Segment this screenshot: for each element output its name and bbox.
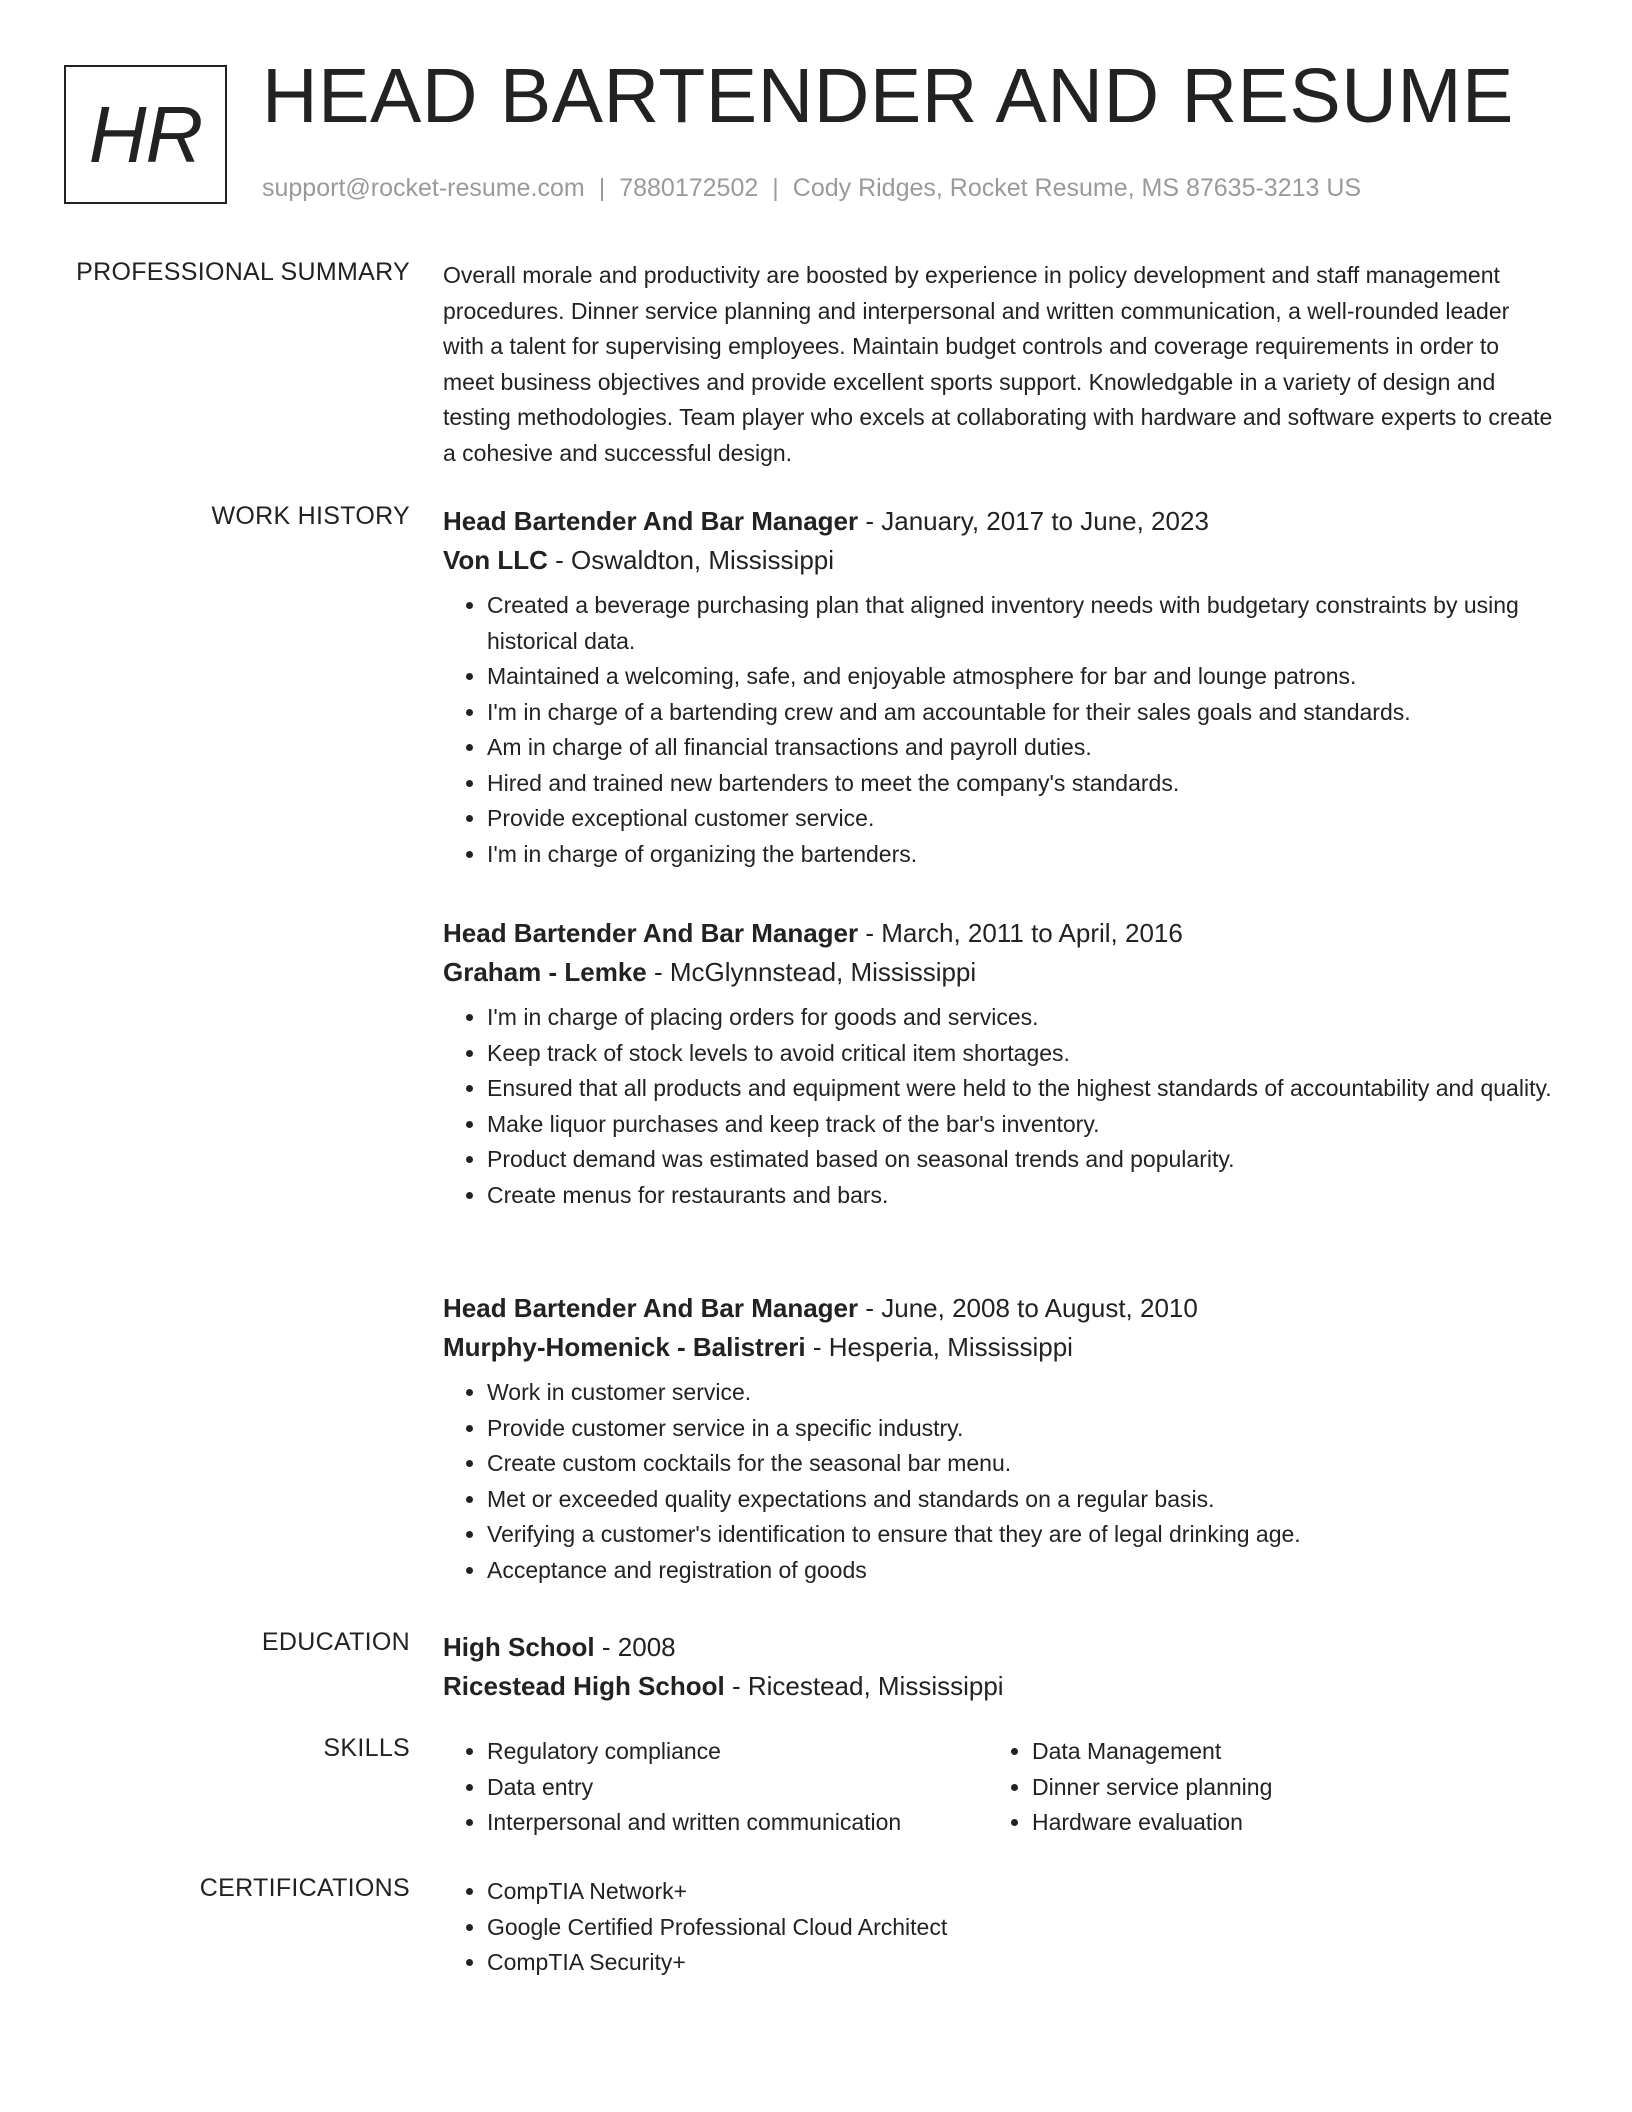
job-location: - Hesperia, Mississippi	[805, 1332, 1073, 1362]
job-company-line	[443, 541, 1553, 580]
job-company-line	[443, 953, 1553, 992]
job-bullets	[443, 1000, 1553, 1213]
job-dates: - January, 2017 to June, 2023	[858, 506, 1209, 536]
education-year: - 2008	[594, 1632, 676, 1662]
job-bullet: • Make liquor purchases and keep track of the bar's inventory.	[487, 1107, 1553, 1143]
job-bullet: • Keep track of stock levels to avoid critical item shortages.	[487, 1036, 1553, 1072]
work-history-body	[443, 1289, 1553, 1588]
work-history-body	[443, 914, 1553, 1213]
contact-line	[262, 174, 1361, 203]
job-title: Head Bartender And Bar Manager	[443, 506, 859, 536]
education-school-line	[443, 1667, 1553, 1706]
job-title-line	[443, 914, 1553, 953]
summary-body	[443, 258, 1553, 471]
job-entry	[443, 502, 1553, 872]
certifications-body	[443, 1874, 1553, 1981]
skill-item: • Hardware evaluation	[1032, 1805, 1533, 1841]
skills-list	[988, 1734, 1533, 1841]
summary-text: Overall morale and productivity are boosted by experience in policy development and staff management procedures. Dinner service planning and interpersonal and written communication, a well-rounded leader with a talent for supervising employees. Maintain budget controls and coverage requirements in order to meet business objectives and provide excellent sports support. Knowledgable in a variety of design and testing methodologies. Team player who excels at collaborating with hardware and software experts to create a cohesive and successful design.	[443, 262, 1553, 466]
job-bullet: • Verifying a customer's identification to ensure that they are of legal drinking age.	[487, 1517, 1553, 1553]
skill-item: • Dinner service planning	[1032, 1770, 1533, 1806]
skill-item: • Data entry	[487, 1770, 988, 1806]
job-bullet: • Met or exceeded quality expectations and standards on a regular basis.	[487, 1482, 1553, 1518]
job-bullet: • Provide customer service in a specific industry.	[487, 1411, 1553, 1447]
job-location: - Oswaldton, Mississippi	[547, 545, 835, 575]
job-bullets	[443, 1375, 1553, 1588]
job-bullet: • Create custom cocktails for the seasonal bar menu.	[487, 1446, 1553, 1482]
job-title-line	[443, 502, 1553, 541]
job-bullet: • Hired and trained new bartenders to meet the company's standards.	[487, 766, 1553, 802]
job-dates: - March, 2011 to April, 2016	[858, 918, 1183, 948]
job-bullet: • Product demand was estimated based on seasonal trends and popularity.	[487, 1142, 1553, 1178]
skill-item: • Data Management	[1032, 1734, 1533, 1770]
skills-list	[443, 1734, 988, 1841]
education-degree: High School	[443, 1632, 595, 1662]
job-bullet: • Work in customer service.	[487, 1375, 1553, 1411]
contact-separator: |	[772, 174, 779, 202]
job-entry	[443, 914, 1553, 1213]
job-bullet: • I'm in charge of organizing the bartenders.	[487, 837, 1553, 873]
job-bullet: • I'm in charge of a bartending crew and am accountable for their sales goals and standards.	[487, 695, 1553, 731]
job-bullet: • Maintained a welcoming, safe, and enjoyable atmosphere for bar and lounge patrons.	[487, 659, 1553, 695]
job-company-line	[443, 1328, 1553, 1367]
education-body	[443, 1628, 1553, 1706]
section-label-education: EDUCATION	[261, 1628, 410, 1656]
skills-body	[443, 1734, 1553, 1841]
section-label-summary: PROFESSIONAL SUMMARY	[76, 258, 410, 286]
job-location: - McGlynnstead, Mississippi	[646, 957, 977, 987]
education-location: - Ricestead, Mississippi	[724, 1671, 1004, 1701]
skills-column-left	[443, 1734, 988, 1841]
job-company: Murphy-Homenick - Balistreri	[443, 1332, 806, 1362]
resume-title: HEAD BARTENDER AND RESUME	[262, 53, 1514, 139]
job-title-line	[443, 1289, 1553, 1328]
certifications-list	[443, 1874, 1553, 1981]
education-degree-line	[443, 1628, 1553, 1667]
contact-separator: |	[598, 174, 606, 202]
job-bullet: • Ensured that all products and equipment were held to the highest standards of accountability and quality.	[487, 1071, 1553, 1107]
job-bullet: • Acceptance and registration of goods	[487, 1553, 1553, 1589]
section-label-work-history: WORK HISTORY	[211, 502, 410, 530]
job-bullets	[443, 588, 1553, 872]
job-title: Head Bartender And Bar Manager	[443, 918, 859, 948]
contact-phone: 7880172502	[619, 174, 759, 202]
certification-item: • Google Certified Professional Cloud Architect	[487, 1910, 1553, 1946]
monogram-logo: HR	[64, 65, 227, 204]
education-school: Ricestead High School	[443, 1671, 725, 1701]
job-company: Graham - Lemke	[443, 957, 647, 987]
contact-address: Cody Ridges, Rocket Resume, MS 87635-3213 US	[792, 174, 1362, 202]
contact-email: support@rocket-resume.com	[262, 174, 585, 202]
job-bullet: • Provide exceptional customer service.	[487, 801, 1553, 837]
section-label-skills: SKILLS	[323, 1734, 410, 1762]
job-company: Von LLC	[443, 545, 548, 575]
job-dates: - June, 2008 to August, 2010	[858, 1293, 1198, 1323]
job-bullet: • Create menus for restaurants and bars.	[487, 1178, 1553, 1214]
job-bullet: • Created a beverage purchasing plan that aligned inventory needs with budgetary constraints by using historical data.	[487, 588, 1553, 659]
certification-item: • CompTIA Security+	[487, 1945, 1553, 1981]
job-entry	[443, 1289, 1553, 1588]
skill-item: • Interpersonal and written communication	[487, 1805, 988, 1841]
skills-column-right	[988, 1734, 1533, 1841]
job-bullet: • I'm in charge of placing orders for goods and services.	[487, 1000, 1553, 1036]
section-label-certifications: CERTIFICATIONS	[199, 1874, 410, 1902]
work-history-body	[443, 502, 1553, 872]
skills-grid	[443, 1734, 1553, 1841]
job-bullet: • Am in charge of all financial transactions and payroll duties.	[487, 730, 1553, 766]
certification-item: • CompTIA Network+	[487, 1874, 1553, 1910]
job-title: Head Bartender And Bar Manager	[443, 1293, 859, 1323]
skill-item: • Regulatory compliance	[487, 1734, 988, 1770]
